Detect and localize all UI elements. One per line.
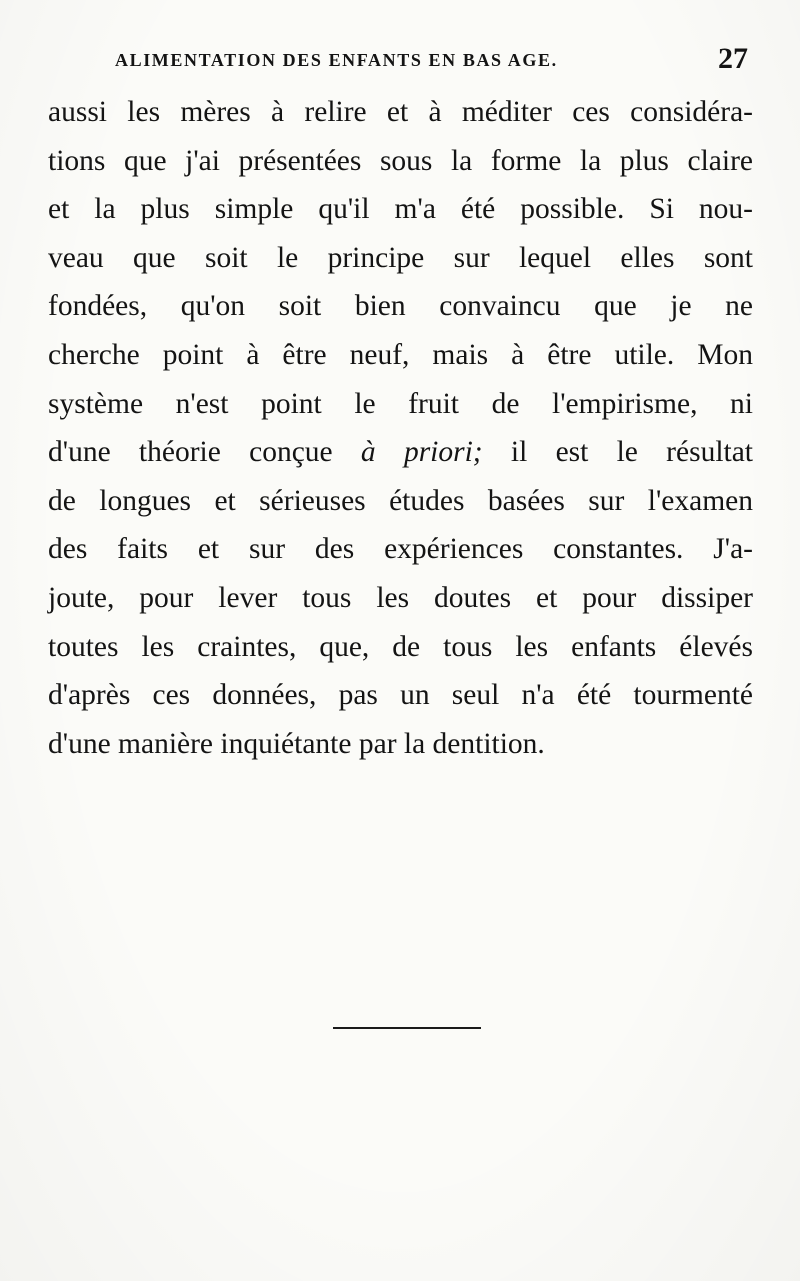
text-line-with-italic: [48, 428, 753, 477]
text-line: cherche point à être neuf, mais à être utile. Mon: [48, 338, 753, 371]
text-line: tions que j'ai présentées sous la forme la plus claire: [48, 144, 753, 177]
text-line: toutes les craintes, que, de tous les enfants élevés: [48, 630, 753, 663]
text-line: d'une manière inquiétante par la dentition.: [48, 727, 545, 760]
text-segment: d'une théorie conçue: [48, 436, 361, 469]
text-line: des faits et sur des expériences constantes. J'a-: [48, 533, 753, 566]
text-line: et la plus simple qu'il m'a été possible. Si nou-: [48, 193, 753, 226]
text-line: de longues et sérieuses études basées sur l'examen: [48, 484, 753, 517]
italic-phrase: à priori;: [360, 436, 483, 469]
text-line: système n'est point le fruit de l'empirisme, ni: [48, 387, 753, 420]
running-head: [0, 40, 800, 80]
text-line: veau que soit le principe sur lequel elles sont: [48, 241, 753, 274]
text-line: joute, pour lever tous les doutes et pour dissiper: [48, 581, 753, 614]
running-title: ALIMENTATION DES ENFANTS EN BAS AGE.: [115, 50, 558, 70]
page-number: 27: [718, 42, 748, 75]
section-divider-rule: [333, 1027, 481, 1029]
text-line: fondées, qu'on soit bien convaincu que je ne: [48, 290, 753, 323]
text-segment: il est le résultat: [482, 436, 753, 469]
text-line: d'après ces données, pas un seul n'a été tourmenté: [48, 679, 753, 712]
text-line: aussi les mères à relire et à méditer ces considéra-: [48, 96, 753, 128]
body-paragraph: [48, 88, 753, 768]
